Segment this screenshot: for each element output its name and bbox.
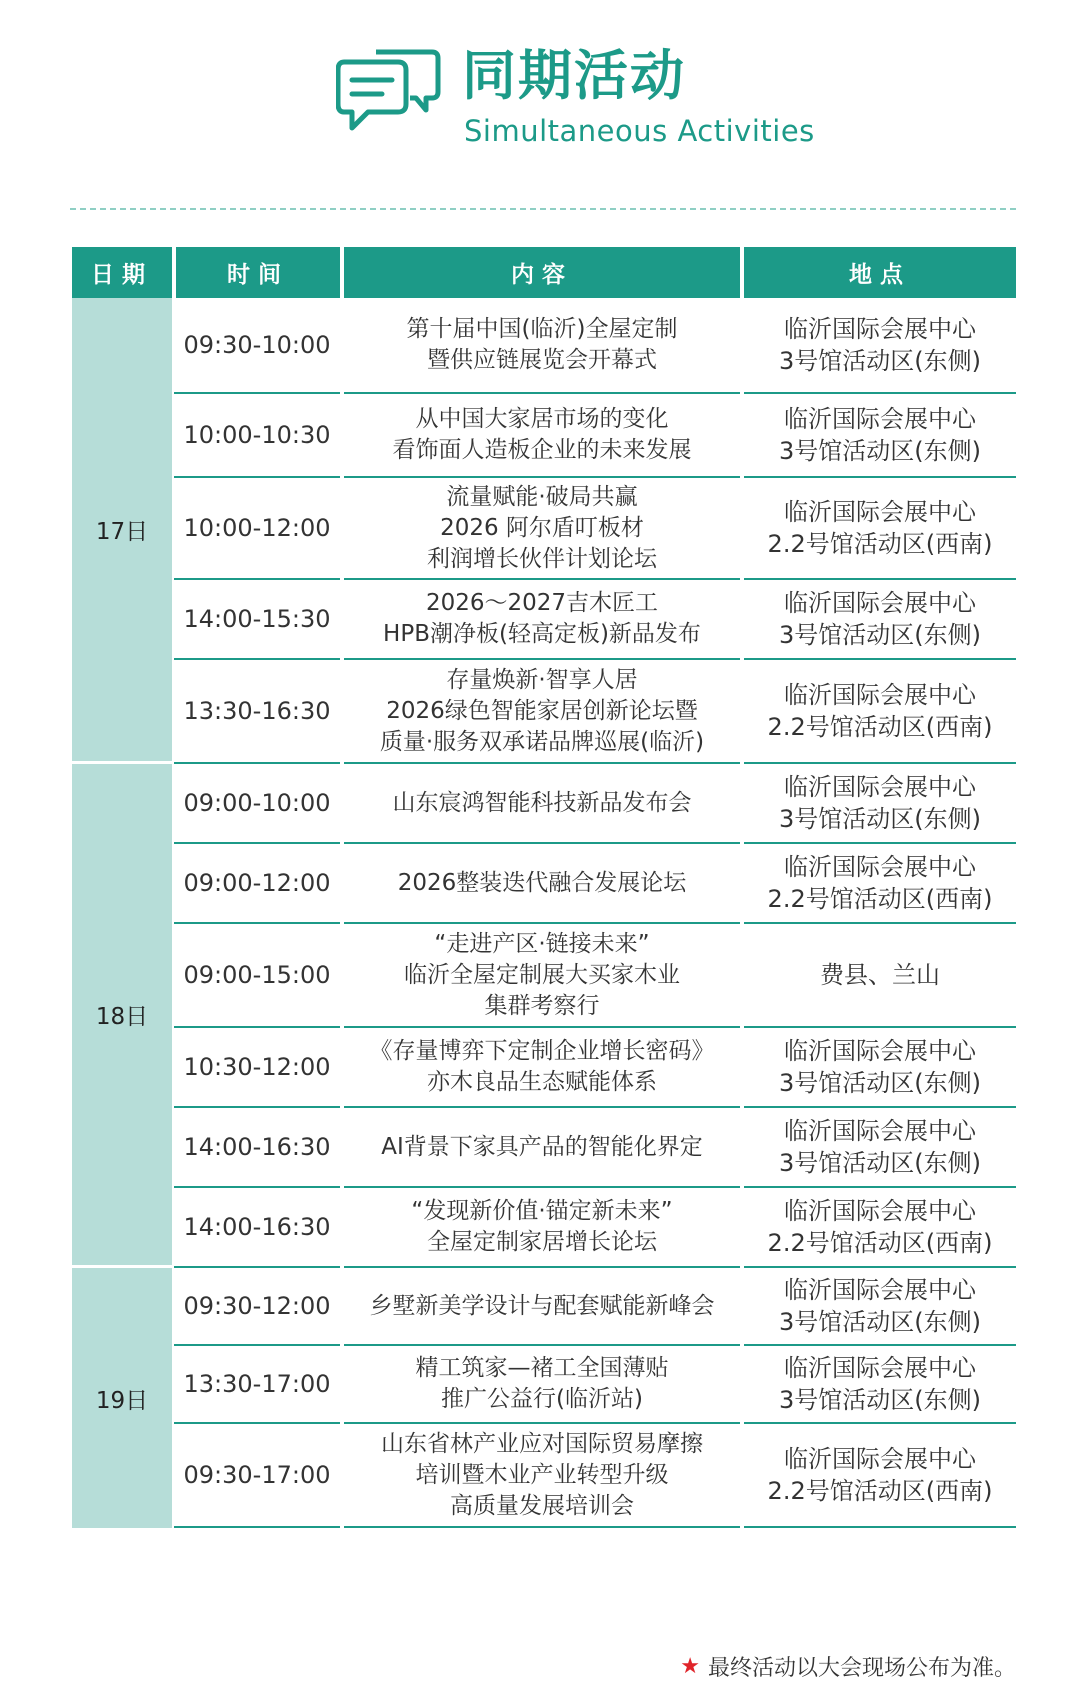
content-cell bbox=[344, 580, 740, 658]
content-line: 高质量发展培训会 bbox=[450, 1492, 634, 1519]
place-line: 3号馆活动区(东侧) bbox=[779, 347, 981, 375]
content-line: 山东宸鸿智能科技新品发布会 bbox=[392, 789, 692, 816]
place-line: 2.2号馆活动区(西南) bbox=[767, 1229, 993, 1257]
time-cell: 10:00-10:30 bbox=[183, 421, 331, 449]
time-cell: 10:00-12:00 bbox=[183, 514, 331, 542]
content-cell bbox=[344, 1346, 740, 1422]
content-cell bbox=[344, 924, 740, 1026]
column-divider bbox=[340, 298, 344, 1528]
content-line: 暨供应链展览会开幕式 bbox=[427, 347, 657, 373]
content-line: 从中国大家居市场的变化 bbox=[415, 406, 669, 432]
place-line: 3号馆活动区(东侧) bbox=[779, 621, 981, 649]
place-cell bbox=[744, 1424, 1016, 1526]
place-line: 3号馆活动区(东侧) bbox=[779, 437, 981, 465]
content-line: 质量·服务双承诺品牌巡展(临沂) bbox=[379, 728, 705, 755]
content-cell bbox=[344, 298, 740, 392]
content-line: HPB潮净板(轻高定板)新品发布 bbox=[383, 621, 701, 647]
table-row bbox=[174, 580, 1016, 660]
content-cell bbox=[344, 660, 740, 762]
content-line: 临沂全屋定制展大买家木业 bbox=[404, 961, 680, 988]
footnote-text: 最终活动以大会现场公布为准。 bbox=[707, 1656, 1016, 1681]
content-line: “走进产区·链接未来” bbox=[434, 930, 650, 957]
content-cell bbox=[344, 1268, 740, 1344]
column-header-content: 内容 bbox=[344, 247, 740, 298]
place-line: 临沂国际会展中心 bbox=[784, 315, 976, 343]
content-line: 看饰面人造板企业的未来发展 bbox=[392, 437, 692, 463]
content-line: 亦木良品生态赋能体系 bbox=[427, 1069, 657, 1095]
place-cell bbox=[744, 478, 1016, 578]
time-cell: 14:00-16:30 bbox=[183, 1213, 331, 1241]
footnote bbox=[680, 1651, 1016, 1682]
content-line: 存量焕新·智享人居 bbox=[446, 666, 638, 693]
place-line: 临沂国际会展中心 bbox=[784, 1276, 976, 1304]
content-line: 流量赋能·破局共赢 bbox=[446, 483, 638, 510]
time-cell: 09:00-10:00 bbox=[183, 789, 331, 817]
content-cell bbox=[344, 1108, 740, 1186]
content-line: 乡墅新美学设计与配套赋能新峰会 bbox=[369, 1292, 715, 1319]
table-row bbox=[174, 478, 1016, 580]
column-header-date: 日期 bbox=[72, 247, 172, 298]
place-cell bbox=[744, 298, 1016, 392]
table-row bbox=[174, 1424, 1016, 1528]
place-cell bbox=[744, 1188, 1016, 1266]
content-line: 培训暨木业产业转型升级 bbox=[415, 1461, 669, 1488]
content-line: 推广公益行(临沂站) bbox=[441, 1386, 643, 1412]
content-line: 全屋定制家居增长论坛 bbox=[427, 1229, 657, 1255]
content-line: AI背景下家具产品的智能化界定 bbox=[381, 1133, 703, 1160]
table-row bbox=[174, 844, 1016, 924]
place-cell bbox=[744, 764, 1016, 842]
dashed-divider bbox=[70, 208, 1016, 210]
place-line: 临沂国际会展中心 bbox=[784, 589, 976, 617]
place-cell bbox=[744, 1028, 1016, 1106]
place-line: 临沂国际会展中心 bbox=[784, 853, 976, 881]
content-cell bbox=[344, 1188, 740, 1266]
content-line: 2026绿色智能家居创新论坛暨 bbox=[386, 697, 698, 724]
time-cell: 09:30-12:00 bbox=[183, 1292, 331, 1320]
content-line: 2026～2027吉木匠工 bbox=[425, 590, 659, 616]
time-cell: 14:00-15:30 bbox=[183, 605, 331, 633]
place-line: 3号馆活动区(东侧) bbox=[779, 1308, 981, 1336]
content-line: 山东省林产业应对国际贸易摩擦 bbox=[381, 1430, 703, 1457]
table-row bbox=[174, 298, 1016, 394]
place-cell bbox=[744, 924, 1016, 1026]
page-header bbox=[0, 40, 1080, 160]
content-cell bbox=[344, 1424, 740, 1526]
content-line: 集群考察行 bbox=[484, 992, 600, 1019]
star-icon: ★ bbox=[680, 1654, 700, 1679]
place-line: 临沂国际会展中心 bbox=[784, 1197, 976, 1225]
content-cell bbox=[344, 478, 740, 578]
content-line: 《存量博弈下定制企业增长密码》 bbox=[369, 1038, 715, 1064]
time-cell: 09:00-12:00 bbox=[183, 869, 331, 897]
place-line: 临沂国际会展中心 bbox=[784, 405, 976, 433]
content-line: 2026 阿尔盾叮板材 bbox=[440, 514, 644, 541]
time-cell: 09:30-10:00 bbox=[183, 331, 331, 359]
place-line: 临沂国际会展中心 bbox=[784, 681, 976, 709]
place-cell bbox=[744, 1108, 1016, 1186]
table-row bbox=[174, 1028, 1016, 1108]
date-cell: 19日 bbox=[72, 1268, 172, 1528]
table-row bbox=[174, 660, 1016, 764]
time-cell: 14:00-16:30 bbox=[183, 1133, 331, 1161]
date-cell: 18日 bbox=[72, 764, 172, 1265]
time-cell: 10:30-12:00 bbox=[183, 1053, 331, 1081]
place-cell bbox=[744, 394, 1016, 476]
column-divider bbox=[740, 298, 744, 1528]
time-cell: 09:30-17:00 bbox=[183, 1461, 331, 1489]
place-line: 3号馆活动区(东侧) bbox=[779, 805, 981, 833]
column-header-place: 地点 bbox=[744, 247, 1016, 298]
place-cell bbox=[744, 660, 1016, 762]
content-line: “发现新价值·锚定新未来” bbox=[411, 1198, 673, 1224]
place-line: 临沂国际会展中心 bbox=[784, 1117, 976, 1145]
column-header-time: 时间 bbox=[176, 247, 340, 298]
table-row bbox=[174, 1268, 1016, 1346]
time-cell: 13:30-16:30 bbox=[183, 697, 331, 725]
place-line: 2.2号馆活动区(西南) bbox=[767, 885, 993, 913]
place-line: 费县、兰山 bbox=[820, 961, 940, 989]
content-cell bbox=[344, 1028, 740, 1106]
place-line: 临沂国际会展中心 bbox=[784, 1354, 976, 1382]
time-cell: 09:00-15:00 bbox=[183, 961, 331, 989]
table-row bbox=[174, 1188, 1016, 1268]
place-cell bbox=[744, 580, 1016, 658]
place-cell bbox=[744, 1268, 1016, 1344]
place-line: 2.2号馆活动区(西南) bbox=[767, 713, 993, 741]
place-cell bbox=[744, 844, 1016, 922]
place-line: 2.2号馆活动区(西南) bbox=[767, 530, 993, 558]
place-line: 3号馆活动区(东侧) bbox=[779, 1386, 981, 1414]
time-cell: 13:30-17:00 bbox=[183, 1370, 331, 1398]
content-line: 第十届中国(临沂)全屋定制 bbox=[406, 316, 678, 342]
content-cell bbox=[344, 394, 740, 476]
table-row bbox=[174, 764, 1016, 844]
table-row bbox=[174, 1108, 1016, 1188]
date-cell: 17日 bbox=[72, 298, 172, 761]
chat-bubbles-icon bbox=[336, 48, 442, 140]
page-title: 同期活动 bbox=[462, 44, 686, 107]
content-cell bbox=[344, 844, 740, 922]
place-line: 3号馆活动区(东侧) bbox=[779, 1069, 981, 1097]
place-line: 3号馆活动区(东侧) bbox=[779, 1149, 981, 1177]
table-row bbox=[174, 1346, 1016, 1424]
content-line: 利润增长伙伴计划论坛 bbox=[427, 545, 657, 572]
place-line: 2.2号馆活动区(西南) bbox=[767, 1477, 993, 1505]
content-line: 2026整装迭代融合发展论坛 bbox=[397, 869, 687, 896]
table-row bbox=[174, 394, 1016, 478]
place-line: 临沂国际会展中心 bbox=[784, 1445, 976, 1473]
place-line: 临沂国际会展中心 bbox=[784, 773, 976, 801]
place-line: 临沂国际会展中心 bbox=[784, 1037, 976, 1065]
table-row bbox=[174, 924, 1016, 1028]
content-line: 精工筑家—褚工全国薄贴 bbox=[415, 1355, 669, 1381]
place-line: 临沂国际会展中心 bbox=[784, 498, 976, 526]
page-subtitle: Simultaneous Activities bbox=[464, 114, 815, 148]
content-cell bbox=[344, 764, 740, 842]
place-cell bbox=[744, 1346, 1016, 1422]
